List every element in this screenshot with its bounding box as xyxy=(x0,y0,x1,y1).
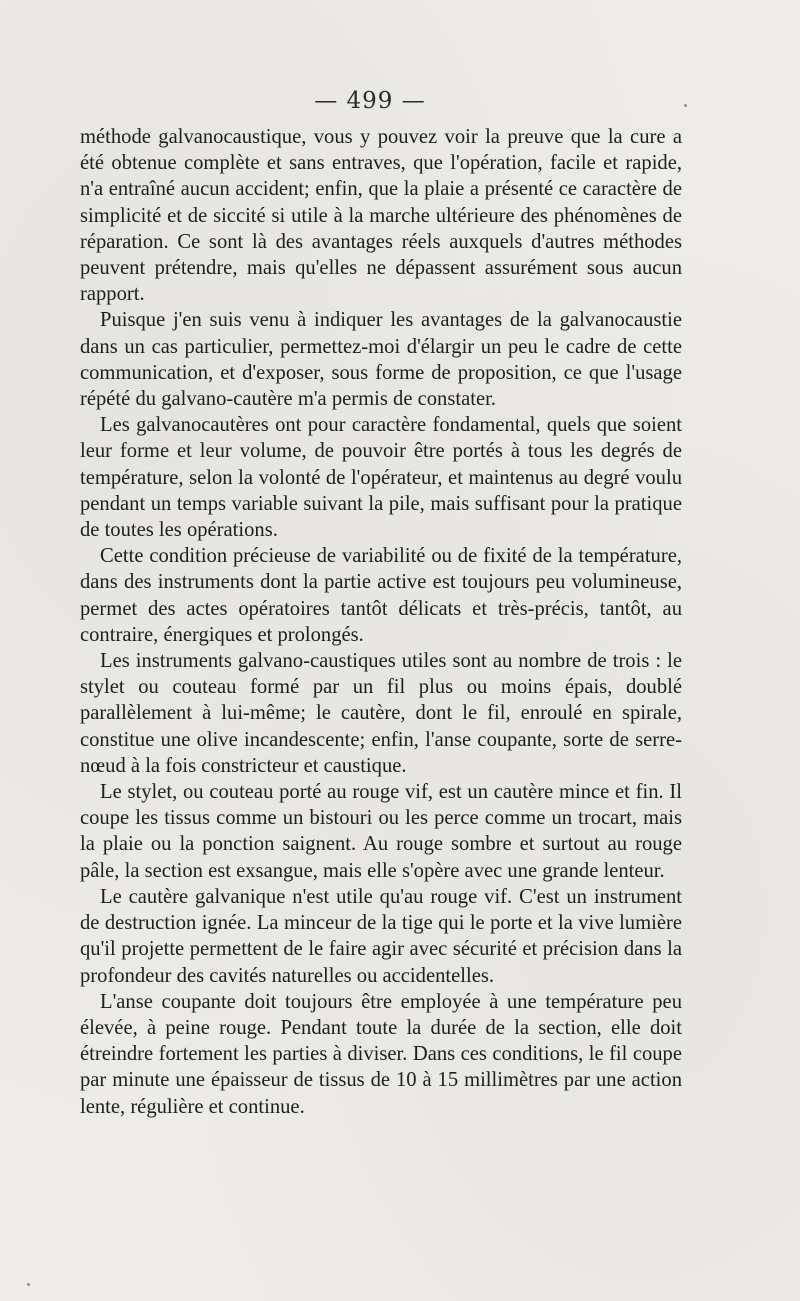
body-text xyxy=(80,124,682,1120)
paragraph-2: Puisque j'en suis venu à indiquer les avantages de la galvanocaustie dans un cas particulier, permettez-moi d'élargir un peu le cadre de cette communication, et d'exposer, sous forme de proposition, ce que l'usage répété du galvano-cautère m'a permis de constater. xyxy=(80,309,682,411)
paragraph-5: Les instruments galvano-caustiques utiles sont au nombre de trois : le stylet ou couteau formé par un fil plus ou moins épais, doublé parallèlement à lui-même; le cautère, dont le fil, enroulé en spirale, constitue une olive incandescente; enfin, l'anse coupante, sorte de serre-nœud à la fois constricteur et caustique. xyxy=(80,650,682,777)
paragraph-8: L'anse coupante doit toujours être employée à une température peu élevée, à peine rouge. Pendant toute la durée de la section, elle doit étreindre fortement les parties à diviser. Dans ces conditions, le fil coupe par minute une épaisseur de tissus de 10 à 15 millimètres par une action lente, régulière et continue. xyxy=(80,990,682,1118)
page-number: — 499 — xyxy=(314,88,426,114)
paragraph-7: Le cautère galvanique n'est utile qu'au rouge vif. C'est un instrument de destruction ignée. La minceur de la tige qui le porte et la vive lumière qu'il projette permettent de le faire agir avec sécurité et précision dans la profondeur des cavités naturelles ou accidentelles. xyxy=(80,885,682,987)
paragraph-4: Cette condition précieuse de variabilité ou de fixité de la température, dans des instruments dont la partie active est toujours peu volumineuse, permet des actes opératoires tantôt délicats et très-précis, tantôt, au contraire, énergiques et prolongés. xyxy=(80,545,682,646)
paragraph-6: Le stylet, ou couteau porté au rouge vif, est un cautère mince et fin. Il coupe les tissus comme un bistouri ou les perce comme un trocart, mais la plaie ou la ponction saignent. Au rouge sombre et surtout au rouge pâle, la section est exsangue, mais elle s'opère avec une grande lenteur. xyxy=(80,781,682,882)
paragraph-3: Les galvanocautères ont pour caractère fondamental, quels que soient leur forme et leur volume, de pouvoir être portés à tous les degrés de température, selon la volonté de l'opérateur, et maintenus au degré voulu pendant un temps variable suivant la pile, mais suffisant pour la pratique de toutes les opérations. xyxy=(80,414,682,542)
ink-speck xyxy=(684,104,687,107)
paragraph-1: méthode galvanocaustique, vous y pouvez voir la preuve que la cure a été obtenue complète et sans entraves, que l'opération, facile et rapide, n'a entraîné aucun accident; enfin, que la plaie a présenté ce caractère de simplicité et de siccité si utile à la marche ultérieure des phénomènes de réparation. Ce sont là des avantages réels auxquels d'autres méthodes peuvent prétendre, mais qu'elles ne dépassent assurément sous aucun rapport. xyxy=(80,126,682,306)
ink-speck xyxy=(27,1283,30,1286)
